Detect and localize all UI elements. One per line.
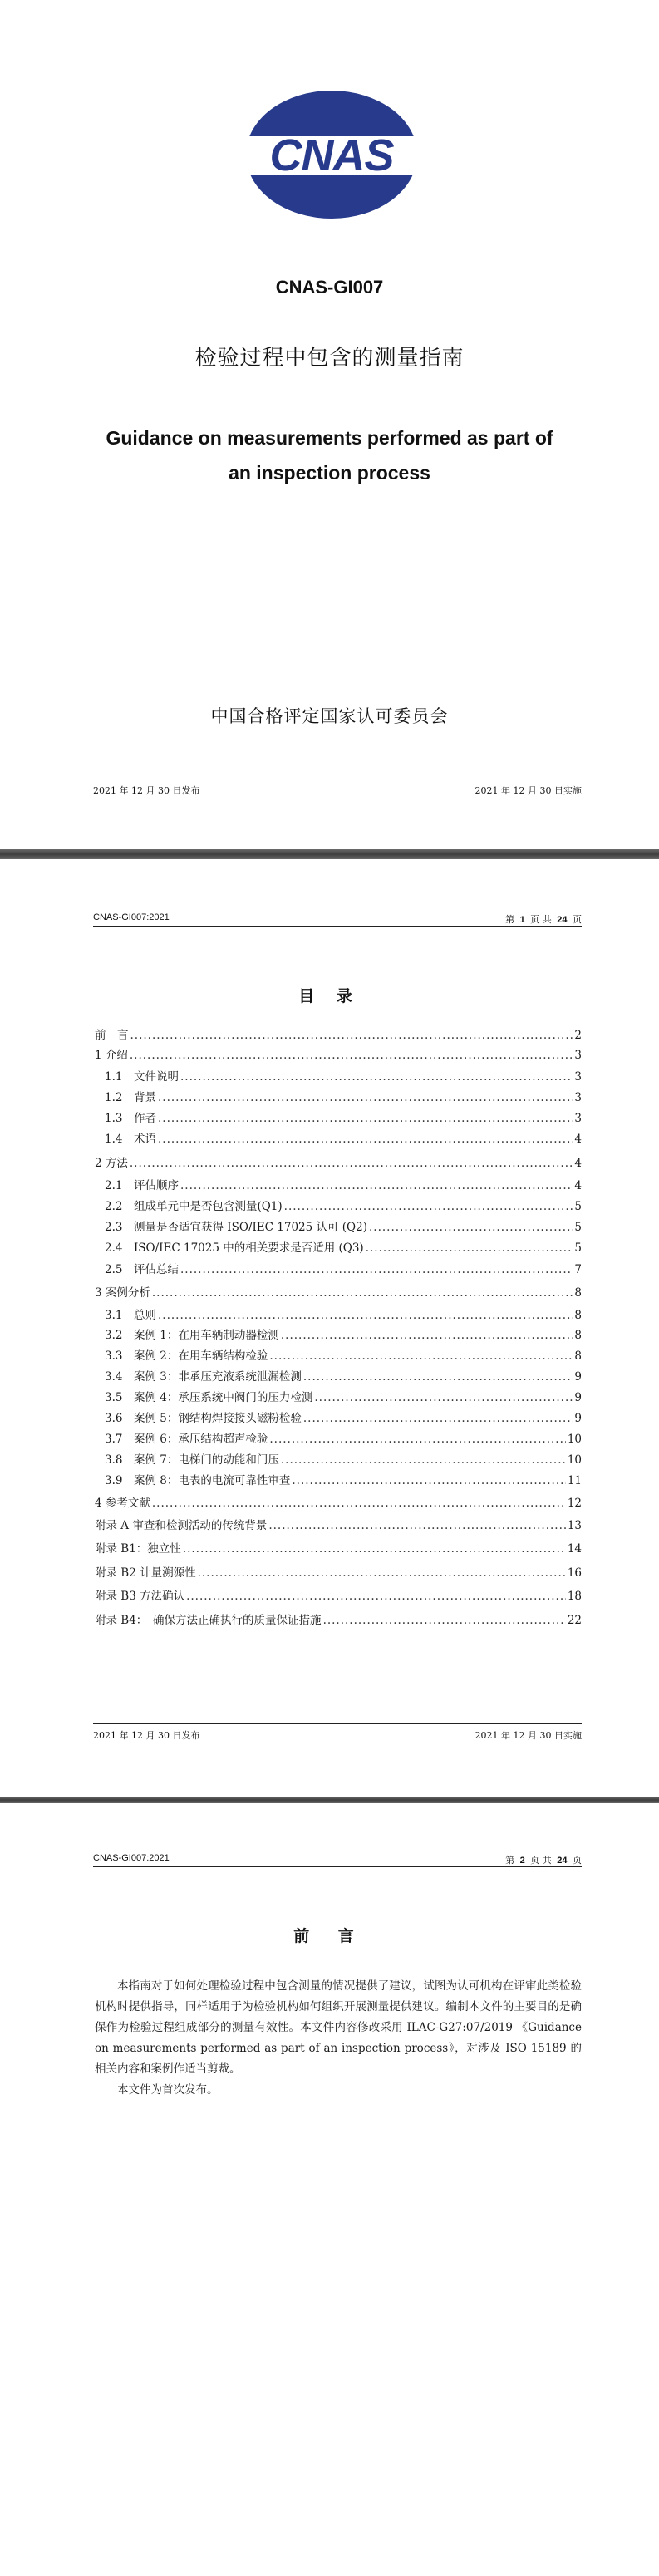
issuing-organization: 中国合格评定国家认可委员会 [210,706,449,726]
toc-leader-dots [269,1433,565,1446]
toc-entry[interactable] [95,1516,582,1532]
toc-entry[interactable] [105,1109,582,1125]
toc-entry-title: 3.2 案例 1：在用车辆制动器检测 [105,1329,279,1342]
toc-entry[interactable] [105,1238,582,1255]
toc-entry-page: 2 [574,1029,582,1042]
toc-entry[interactable] [95,1539,582,1556]
toc-entry[interactable] [105,1346,582,1363]
toc-entry[interactable] [95,1153,582,1170]
toc-entry-title: 2 方法 [95,1157,128,1170]
toc-entry-page: 8 [574,1349,582,1363]
toc-entry-title: 3.1 总则 [105,1309,156,1322]
toc-leader-dots [292,1474,565,1487]
running-header [93,911,582,927]
toc-entry-page: 5 [574,1221,582,1234]
toc-leader-dots [281,1453,566,1467]
toc-entry-page: 13 [567,1519,582,1532]
toc-entry-title: 1.2 背景 [105,1091,156,1104]
toc-entry-title: 1 介绍 [95,1049,128,1062]
toc-entry-page: 11 [567,1474,582,1487]
toc-entry-title: 4 参考文献 [95,1497,150,1510]
toc-entry-title: 2.1 评估顺序 [105,1179,179,1192]
toc-entry[interactable] [95,1493,582,1510]
effective-date: 2021 年 12 月 30 日实施 [475,785,582,796]
toc-entry-title: 附录 B3 方法确认 [95,1590,185,1603]
toc-entry-page: 10 [567,1453,582,1467]
toc-entry-page: 22 [567,1614,582,1627]
toc-leader-dots [314,1391,573,1404]
toc-leader-dots [303,1412,573,1425]
foreword-title: 前 言 [293,1927,366,1945]
publish-date: 2021 年 12 月 30 日发布 [93,785,200,796]
toc-leader-dots [268,1519,565,1532]
toc-leader-dots [269,1349,573,1363]
toc-entry[interactable] [95,1045,582,1062]
foreword-paragraph-1: 本指南对于如何处理检验过程中包含测量的情况提供了建议，试图为认可机构在评审此类检验机构时提供指导，同样适用于为检验机构如何组织开展测量提供建议。编制本文件的主要目的是确保作为检验过程组成部分的测量有效性。本文件内容修改采用 ILAC-G27:07/2019 《Guidance on measurements performed as part of an inspection process》，对涉及 ISO 15189 的相关内容和案例作适当剪裁。 [95,1979,582,2076]
toc-leader-dots [130,1029,573,1042]
toc-entry-title: 3.5 案例 4：承压系统中阀门的压力检测 [105,1391,313,1404]
toc-entry-title: 2.3 测量是否适宜获得 ISO/IEC 17025 认可 (Q2) [105,1221,367,1234]
toc-entry-page: 12 [567,1497,582,1510]
total-pages: 24 [557,915,568,925]
toc-entry-page: 4 [574,1179,582,1192]
toc-entry[interactable] [95,1586,582,1603]
toc-entry[interactable] [95,1610,582,1627]
toc-entry-title: 3.3 案例 2：在用车辆结构检验 [105,1349,268,1363]
header-doc-code: CNAS-GI007:2021 [93,912,170,922]
toc-entry[interactable] [105,1408,582,1425]
toc-leader-dots [158,1309,573,1322]
page-separator [0,849,659,859]
toc-entry[interactable] [95,1563,582,1580]
toc-entry-title: 附录 B4： 确保方法正确执行的质量保证措施 [95,1614,322,1627]
toc-entry-title: 1.4 术语 [105,1133,156,1146]
toc-entry-page: 18 [567,1590,582,1603]
footer-divider [93,1723,582,1724]
document-title-en [0,420,659,490]
foreword-paragraph-2: 本文件为首次发布。 [117,2083,219,2097]
toc-entry-page: 9 [574,1391,582,1404]
toc-leader-dots [158,1133,573,1146]
toc-entry-title: 3.7 案例 6：承压结构超声检验 [105,1433,268,1446]
toc-entry-page: 14 [567,1542,582,1556]
toc-entry-page: 3 [574,1091,582,1104]
toc-entry-title: 2.4 ISO/IEC 17025 中的相关要求是否适用 (Q3) [105,1241,364,1255]
toc-entry-page: 9 [574,1412,582,1425]
toc-leader-dots [180,1179,573,1192]
page-suffix: 页 [573,914,582,925]
toc-title: 目 录 [298,987,361,1005]
toc-entry[interactable] [95,1025,582,1042]
running-header [93,1851,582,1867]
toc-entry-page: 3 [574,1112,582,1125]
toc-entry[interactable] [105,1429,582,1446]
toc-entry[interactable] [105,1450,582,1467]
toc-leader-dots [180,1070,573,1084]
foreword-body [95,1976,582,2101]
toc-entry[interactable] [105,1388,582,1404]
toc-leader-dots [152,1286,573,1300]
toc-leader-dots [303,1370,573,1384]
toc-entry-title: 1.3 作者 [105,1112,156,1125]
page-prefix: 第 [505,914,515,925]
toc-entry-title: 3.6 案例 5：钢结构焊接接头磁粉检验 [105,1412,302,1425]
page-mid: 页 共 [530,1855,552,1866]
page-mid: 页 共 [530,914,552,925]
toc-entry[interactable] [105,1197,582,1213]
toc-entry[interactable] [105,1176,582,1192]
toc-entry-title: 3.8 案例 7：电梯门的动能和门压 [105,1453,279,1467]
header-doc-code: CNAS-GI007:2021 [93,1853,170,1863]
toc-entry-page: 8 [574,1309,582,1322]
toc-entry[interactable] [105,1217,582,1234]
toc-entry-page: 8 [574,1286,582,1300]
toc-entry-page: 3 [574,1070,582,1084]
toc-entry-page: 4 [574,1157,582,1170]
toc-entry-page: 16 [567,1566,582,1580]
page-suffix: 页 [573,1855,582,1866]
toc-entry-title: 3.9 案例 8：电表的电流可靠性审查 [105,1474,291,1487]
toc-leader-dots [369,1221,573,1234]
document-code: CNAS-GI007 [275,277,384,297]
toc-leader-dots [281,1329,573,1342]
page-number: 2 [519,1856,525,1866]
toc-entry-page: 4 [574,1133,582,1146]
toc-entry[interactable] [105,1325,582,1342]
toc-leader-dots [130,1157,573,1170]
toc-leader-dots [158,1091,573,1104]
toc-entry[interactable] [105,1067,582,1084]
toc-entry[interactable] [105,1471,582,1487]
toc-entry-title: 附录 B1：独立性 [95,1542,181,1556]
toc-entry-page: 9 [574,1370,582,1384]
toc-leader-dots [158,1112,573,1125]
toc-leader-dots [284,1200,573,1213]
toc-entry-page: 3 [574,1049,582,1062]
toc-leader-dots [130,1049,573,1062]
toc-leader-dots [186,1590,566,1603]
page-separator [0,1797,659,1803]
toc-entry[interactable] [105,1129,582,1146]
toc-entry-title: 2.5 评估总结 [105,1263,179,1276]
toc-leader-dots [183,1542,566,1556]
page-prefix: 第 [505,1855,515,1866]
toc-leader-dots [180,1263,573,1276]
toc-entry-page: 7 [574,1263,582,1276]
cover-page [0,0,659,849]
toc-entry-title: 2.2 组成单元中是否包含测量(Q1) [105,1200,283,1213]
toc-leader-dots [366,1241,573,1255]
toc-entry-title: 前 言 [95,1029,129,1042]
foreword-page [0,1803,659,2576]
logo-text: CNAS [269,130,394,180]
cnas-logo-icon [244,90,419,219]
toc-entry-title: 附录 B2 计量溯源性 [95,1566,196,1580]
cnas-logo [244,90,419,219]
document-title-cn: 检验过程中包含的测量指南 [194,346,465,371]
page-number: 1 [519,915,525,925]
toc-entry-page: 5 [574,1200,582,1213]
publish-date: 2021 年 12 月 30 日发布 [93,1730,200,1741]
header-page-info [505,1853,582,1866]
toc-entry-page: 10 [567,1433,582,1446]
toc-entry[interactable] [105,1305,582,1322]
toc-entry-title: 3.4 案例 3：非承压充液系统泄漏检测 [105,1370,302,1384]
effective-date: 2021 年 12 月 30 日实施 [475,1730,582,1741]
header-page-info [505,912,582,926]
toc-entry-title: 3 案例分析 [95,1286,150,1300]
toc-entry[interactable] [105,1367,582,1384]
title-en-line-2: an inspection process [229,462,430,484]
title-en-line-1: Guidance on measurements performed as part of [106,427,553,449]
toc-entry-page: 5 [574,1241,582,1255]
toc-leader-dots [323,1614,566,1627]
total-pages: 24 [557,1856,568,1866]
toc-page [0,859,659,1797]
toc-entry[interactable] [95,1283,582,1300]
toc-leader-dots [152,1497,566,1510]
toc-entry[interactable] [105,1088,582,1104]
toc-entry-title: 1.1 文件说明 [105,1070,179,1084]
toc-entry[interactable] [105,1260,582,1276]
toc-entry-page: 8 [574,1329,582,1342]
toc-entry-title: 附录 A 审查和检测活动的传统背景 [95,1519,268,1532]
toc-leader-dots [198,1566,566,1580]
